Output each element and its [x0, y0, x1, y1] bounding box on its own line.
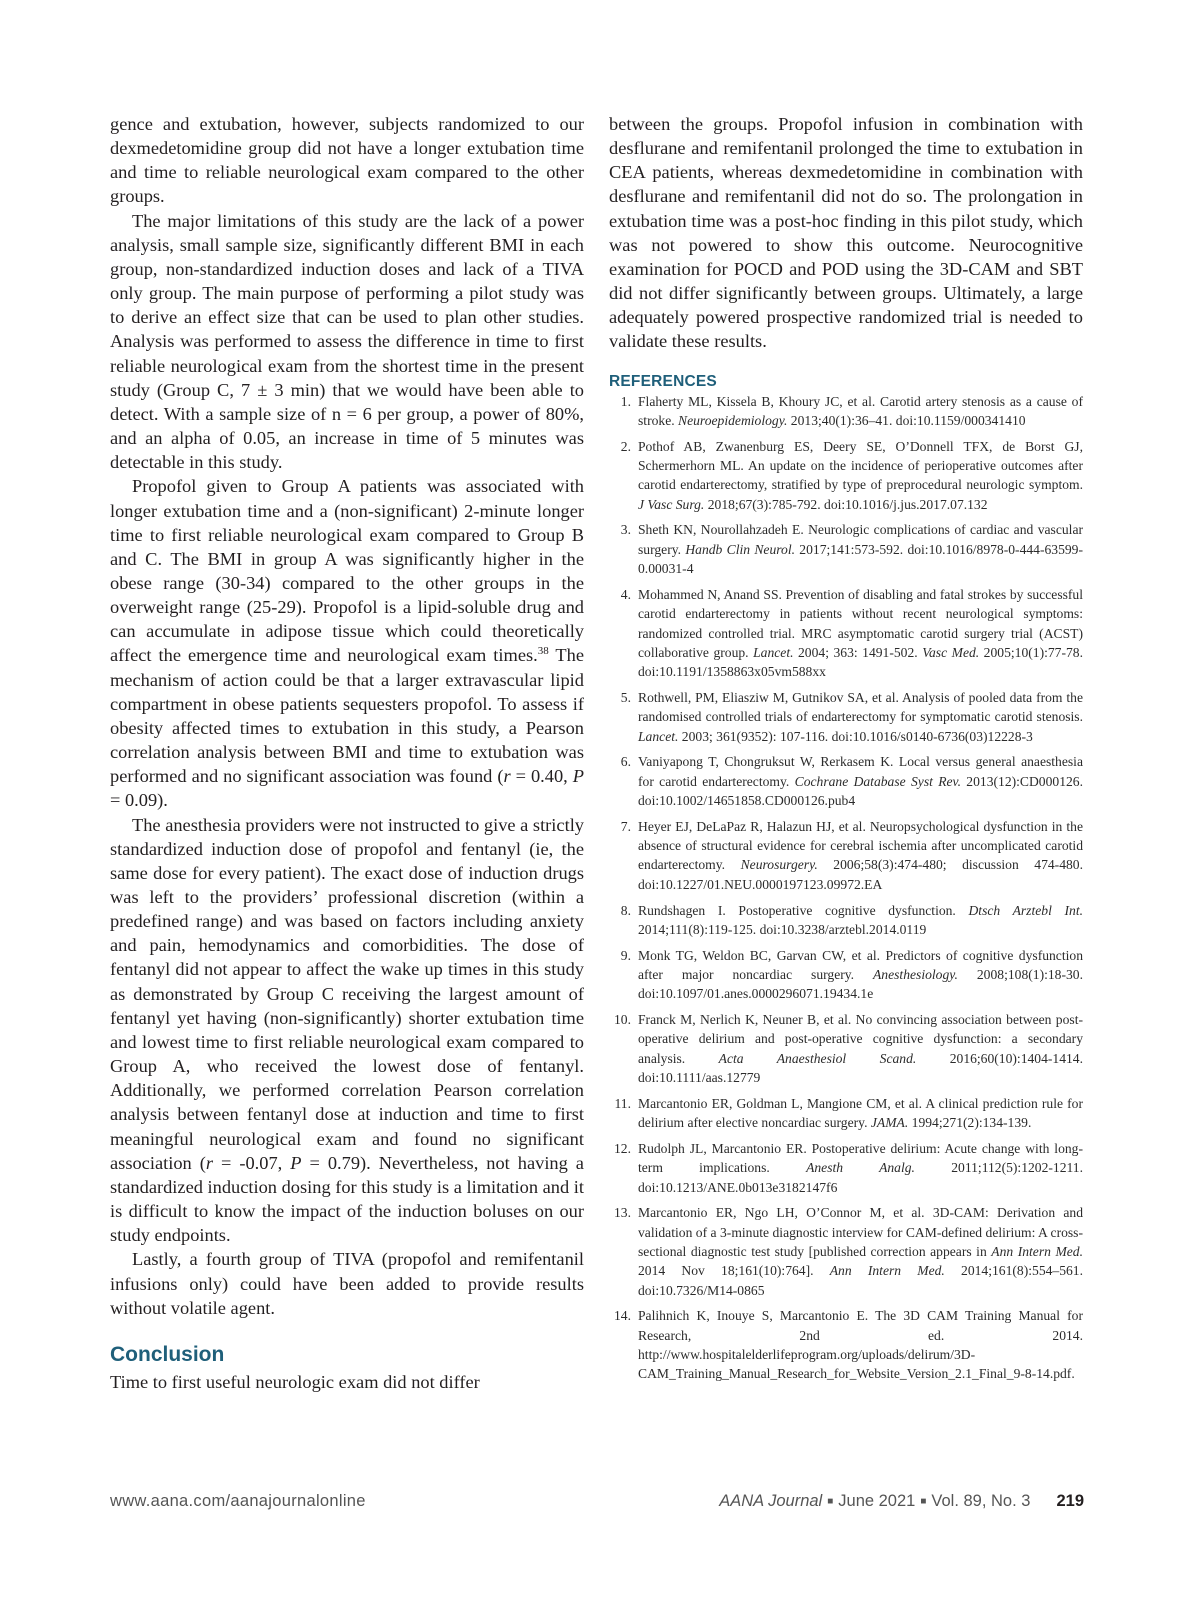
reference-item: 3. Sheth KN, Nourollahzadeh E. Neurologic complications of cardiac and vascular surgery. Handb Clin Neurol. 2017;141:573-592. doi:10.1016/8978-0-444-63599-0.00031-4: [609, 520, 1083, 578]
body-paragraph: The major limitations of this study are the lack of a power analysis, small sample size, significantly different BMI in each group, non-standardized induction doses and lack of a TIVA only group. The main purpose of performing a pilot study was to derive an effect size that can be used to plan other studies. Analysis was performed to assess the difference in time to first reliable neurological exam from the shortest time in the present study (Group C, 7 ± 3 min) that we would have been able to detect. With a sample size of n = 6 per group, a power of 80%, and an alpha of 0.05, an increase in time of 5 minutes was detectable in this study.: [110, 210, 584, 473]
body-paragraph: The anesthesia providers were not instructed to give a strictly standardized induction dose of propofol and fentanyl (ie, the same dose for every patient). The exact dose of induction drugs was left to the providers’ professional discretion (within a predefined range) and was based on factors including anxiety and pain, hemodynamics and comorbidities. The dose of fentanyl did not appear to affect the wake up times in this study as demonstrated by Group C receiving the largest amount of fentanyl yet having (non-significantly) shorter extubation time and lowest time to first reliable neurological exam compared to Group A, who received the lowest dose of fentanyl. Additionally, we performed correlation Pearson correlation analysis between fentanyl dose at induction and time to first meaningful neurological exam and found no significant association (r = -0.07, P = 0.79). Nevertheless, not having a standardized induction dosing for this study is a limitation and it is difficult to know the impact of the induction boluses on our study endpoints.: [110, 814, 585, 1246]
reference-item: 9. Monk TG, Weldon BC, Garvan CW, et al. Predictors of cognitive dysfunction after major noncardiac surgery. Anesthesiology. 2008;108(1):18-30. doi:10.1097/01.anes.0000296071.19434.1e: [609, 946, 1083, 1004]
separator-icon: ■: [827, 1496, 834, 1507]
reference-number: 1.: [620, 393, 631, 409]
body-paragraph: Lastly, a fourth group of TIVA (propofol and remifentanil infusions only) could have been added to provide results without volatile agent.: [110, 1249, 584, 1318]
left-column: [110, 112, 584, 1394]
reference-item: 10. Franck M, Nerlich K, Neuner B, et al. No convincing association between post-operative delirium and post-operative cognitive dysfunction: a secondary analysis. Acta Anaesthesiol Scand. 2016;60(10):1404-1414. doi:10.1111/aas.12779: [609, 1010, 1083, 1087]
reference-number: 9.: [620, 947, 631, 963]
body-paragraph: between the groups. Propofol infusion in combination with desflurane and remifentanil prolonged the time to extubation in CEA patients, whereas dexmedetomidine in combination with desflurane and remifentanil did not do so. The prolongation in extubation time was a post-hoc finding in this pilot study, which was not powered to show this outcome. Neurocognitive examination for POCD and POD using the 3D-CAM and SBT did not differ significantly between groups. Ultimately, a large adequately powered prospective randomized trial is needed to validate these results.: [609, 114, 1083, 352]
reference-number: 3.: [620, 522, 631, 538]
body-paragraph: Propofol given to Group A patients was associated with longer extubation time and a (non-significant) 2-minute longer time to first reliable neurological exam compared to Group B and C. The BMI in group A was significantly higher in the obese range (30-34) compared to the other groups in the overweight range (25-29). Propofol is a lipid-soluble drug and can accumulate in adipose tissue which could theoretically affect the emergence time and neurological exam times.$^{38}$ The mechanism of action could be that a larger extravascular lipid compartment in obese patients sequesters propofol. To assess if obesity affected times to extubation in this study, a Pearson correlation analysis between BMI and time to extubation was performed and no significant association was found (r = 0.40, P = 0.09).: [110, 476, 584, 811]
reference-item: 11. Marcantonio ER, Goldman L, Mangione CM, et al. A clinical prediction rule for delirium after elective noncardiac surgery. JAMA. 1994;271(2):134-139.: [609, 1094, 1083, 1133]
reference-list: [609, 392, 1083, 1384]
reference-item: 12. Rudolph JL, Marcantonio ER. Postoperative delirium: Acute change with long-term implications. Anesth Analg. 2011;112(5):1202-1211. doi:10.1213/ANE.0b013e3182147f6: [609, 1139, 1083, 1197]
right-column: [609, 112, 1083, 1390]
reference-number: 7.: [620, 818, 631, 834]
reference-number: 5.: [620, 689, 631, 705]
reference-item: 13. Marcantonio ER, Ngo LH, O’Connor M, et al. 3D-CAM: Derivation and validation of a 3-minute diagnostic interview for CAM-defined delirium: A cross-sectional diagnostic test study [published correction appears in Ann Intern Med. 2014 Nov 18;161(10):764]. Ann Intern Med. 2014;161(8):554–561. doi:10.7326/M14-0865: [609, 1203, 1083, 1300]
reference-number: 11.: [614, 1095, 631, 1111]
reference-item: 8. Rundshagen I. Postoperative cognitive dysfunction. Dtsch Arztebl Int. 2014;111(8):119-125. doi:10.3238/arztebl.2014.0119: [609, 901, 1083, 940]
section-heading-conclusion: Conclusion: [110, 1342, 225, 1366]
section-heading-references: REFERENCES: [609, 372, 717, 390]
reference-item: 4. Mohammed N, Anand SS. Prevention of disabling and fatal strokes by successful carotid endarterectomy in patients without recent neurological symptoms: randomized controlled trial. MRC asymptomatic carotid surgery trial (ACST) collaborative group. Lancet. 2004; 363: 1491-502. Vasc Med. 2005;10(1):77-78. doi:10.1191/1358863x05vm588xx: [609, 585, 1083, 682]
reference-number: 14.: [614, 1308, 631, 1324]
page-footer: [110, 1492, 1084, 1514]
issue-date: June 2021: [838, 1492, 916, 1510]
footer-citation: [719, 1492, 1084, 1511]
volume-issue: Vol. 89, No. 3: [931, 1492, 1031, 1510]
reference-number: 4.: [620, 586, 631, 602]
reference-item: 7. Heyer EJ, DeLaPaz R, Halazun HJ, et al. Neuropsychological dysfunction in the absence of structural evidence for cerebral ischemia after uncomplicated carotid endarterectomy. Neurosurgery. 2006;58(3):474-480; discussion 474-480. doi:10.1227/01.NEU.0000197123.09972.EA: [609, 817, 1083, 894]
body-paragraph: Time to first useful neurologic exam did not differ: [110, 1371, 480, 1392]
reference-number: 13.: [614, 1205, 631, 1221]
separator-icon: ■: [920, 1496, 927, 1507]
footer-url: www.aana.com/aanajournalonline: [110, 1492, 366, 1510]
reference-item: 1. Flaherty ML, Kissela B, Khoury JC, et al. Carotid artery stenosis as a cause of stroke. Neuroepidemiology. 2013;40(1):36–41. doi:10.1159/000341410: [609, 392, 1083, 431]
reference-number: 12.: [614, 1140, 631, 1156]
reference-number: 2.: [620, 438, 631, 454]
citation-superscript: 38: [537, 645, 549, 658]
reference-item: 14. Palihnich K, Inouye S, Marcantonio E. The 3D CAM Training Manual for Research, 2nd ed. 2014. http://www.hospitalelderlifeprogram.org/uploads/delirum/3D-CAM_Training_Manual_Research_for_Website_Version_2.1_Final_9-8-14.pdf.: [609, 1306, 1083, 1383]
reference-number: 6.: [620, 754, 631, 770]
reference-number: 10.: [614, 1012, 631, 1028]
page-number: 219: [1056, 1492, 1084, 1510]
reference-number: 8.: [620, 902, 631, 918]
reference-item: 5. Rothwell, PM, Eliasziw M, Gutnikov SA, et al. Analysis of pooled data from the randomised controlled trials of endarterectomy for symptomatic carotid stenosis. Lancet. 2003; 361(9352): 107-116. doi:10.1016/s0140-6736(03)12228-3: [609, 688, 1083, 746]
journal-name: AANA Journal: [719, 1492, 823, 1510]
reference-item: 6. Vaniyapong T, Chongruksut W, Rerkasem K. Local versus general anaesthesia for carotid endarterectomy. Cochrane Database Syst Rev. 2013(12):CD000126. doi:10.1002/14651858.CD000126.pub4: [609, 752, 1083, 810]
reference-item: 2. Pothof AB, Zwanenburg ES, Deery SE, O’Donnell TFX, de Borst GJ, Schermerhorn ML. An update on the incidence of perioperative outcomes after carotid endarterectomy, stratified by type of preprocedural neurologic symptom. J Vasc Surg. 2018;67(3):785-792. doi:10.1016/j.jus.2017.07.132: [609, 437, 1083, 514]
body-paragraph: gence and extubation, however, subjects randomized to our dexmedetomidine group did not have a longer extubation time and time to reliable neurological exam compared to the other groups.: [110, 114, 584, 207]
